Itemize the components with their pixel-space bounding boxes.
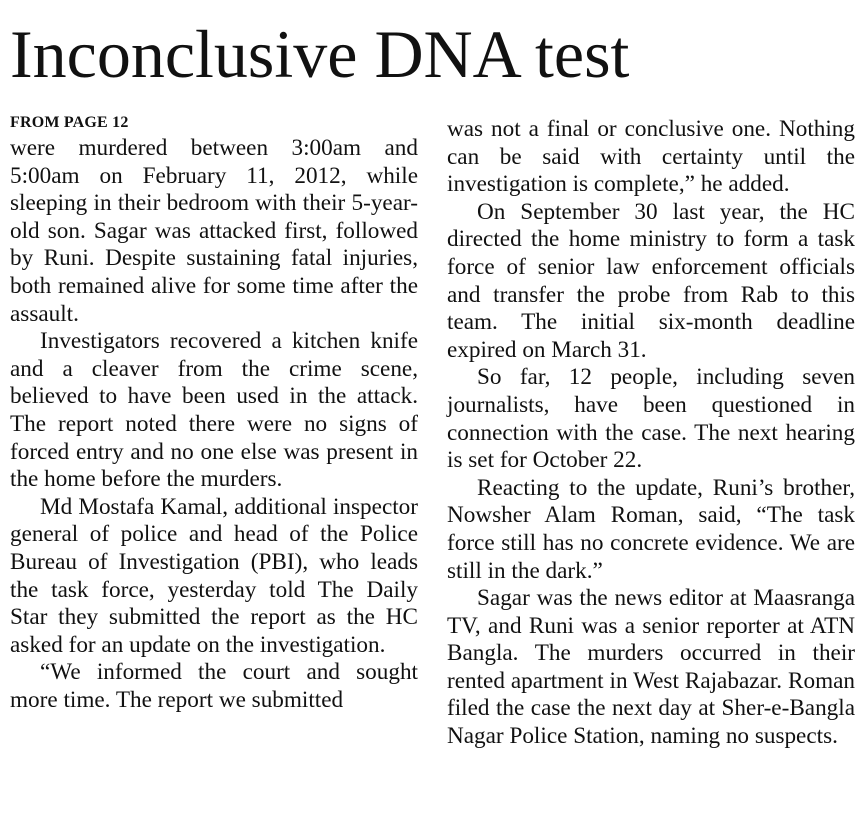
right-column <box>447 116 855 751</box>
headline: Inconclusive DNA test <box>10 16 630 92</box>
paragraph: “We informed the court and sought more time. The report we submitted <box>10 659 418 713</box>
continuation-kicker: FROM PAGE 12 <box>10 114 129 131</box>
paragraph: Sagar was the news editor at Maasranga TV, and Runi was a senior reporter at ATN Bangla. The murders occurred in their rented apartment in West Rajabazar. Roman filed the case the next day at Sher-e-Bangla Nagar Police Station, naming no suspects. <box>447 585 855 750</box>
paragraph: was not a final or conclusive one. Nothing can be said with certainty until the investigation is complete,” he added. <box>447 116 855 198</box>
paragraph: were murdered between 3:00am and 5:00am on February 11, 2012, while sleeping in their bedroom with their 5-year-old son. Sagar was attacked first, followed by Runi. Despite sustaining fatal injuries, both remained alive for some time after the assault. <box>10 135 418 327</box>
paragraph: Md Mostafa Kamal, additional inspector general of police and head of the Police Bureau of Investigation (PBI), who leads the task force, yesterday told The Daily Star they submitted the report as the HC asked for an update on the investigation. <box>10 493 418 658</box>
paragraph: Reacting to the update, Runi’s brother, Nowsher Alam Roman, said, “The task force still has no concrete evidence. We are still in the dark.” <box>447 474 855 584</box>
paragraph: Investigators recovered a kitchen knife and a cleaver from the crime scene, believed to have been used in the attack. The report noted there were no signs of forced entry and no one else was present in the home before the murders. <box>10 328 418 493</box>
paragraph: So far, 12 people, including seven journalists, have been questioned in connection with the case. The next hearing is set for October 22. <box>447 364 855 474</box>
left-column <box>10 115 418 714</box>
paragraph: On September 30 last year, the HC directed the home ministry to form a task force of senior law enforcement officials and transfer the probe from Rab to this team. The initial six-month deadline expired on March 31. <box>447 198 855 363</box>
